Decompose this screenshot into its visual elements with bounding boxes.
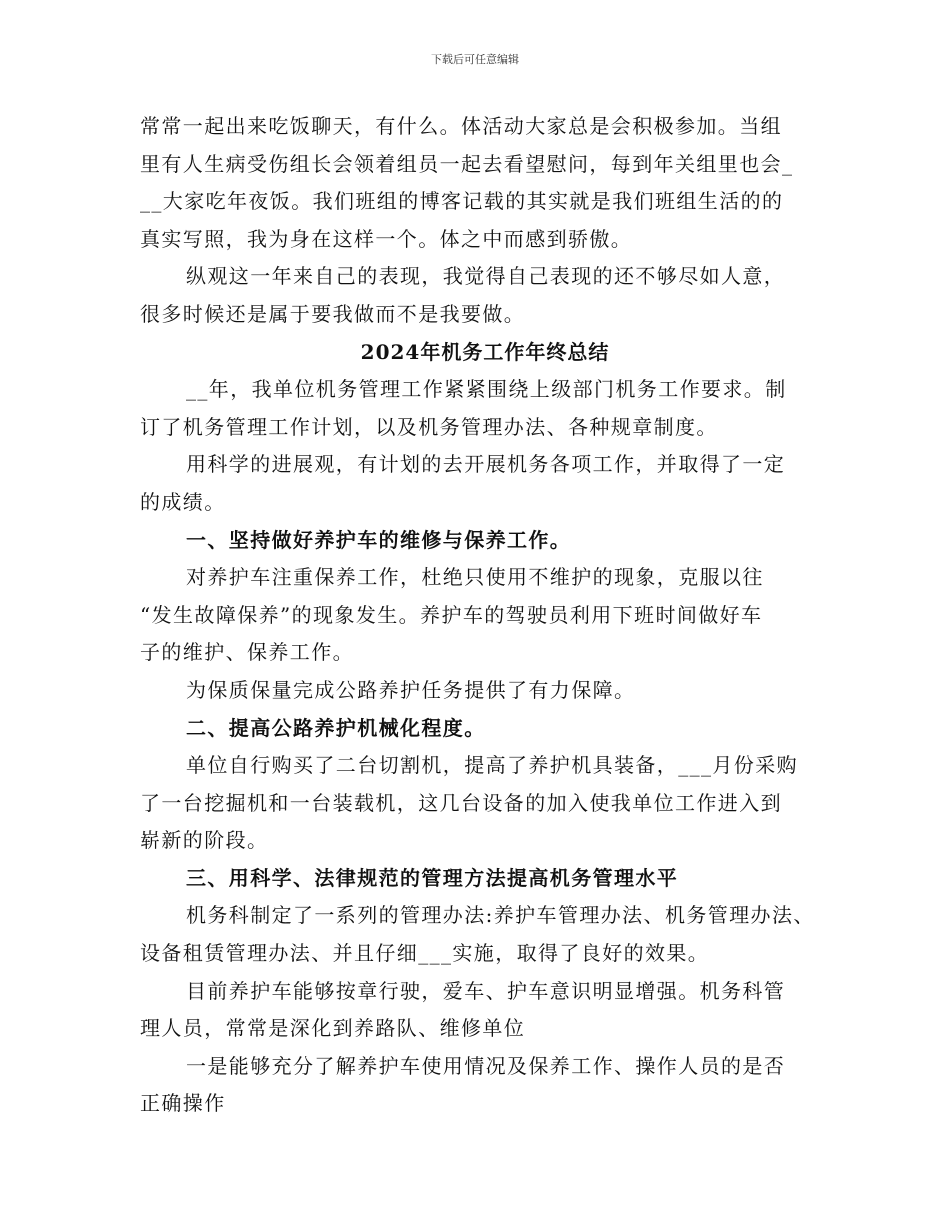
text-line: 里有人生病受伤组长会领着组员一起去看望慰问，每到年关组里也会_ [140, 151, 794, 176]
text-line: 设备租赁管理办法、并且仔细___实施，取得了良好的效果。 [140, 941, 710, 966]
text-line: 常常一起出来吃饭聊天，有什么。体活动大家总是会积极参加。当组 [140, 114, 782, 138]
text-line: 订了机务管理工作计划，以及机务管理办法、各种规章制度。 [140, 414, 718, 439]
text-line: 理人员，常常是深化到养路队、维修单位 [140, 1016, 526, 1041]
text-line: 了一台挖掘机和一台装载机，这几台设备的加入使我单位工作进入到 [140, 790, 782, 815]
paragraph [140, 973, 830, 1048]
text-line: 一、坚持做好养护车的维修与保养工作。 [186, 527, 572, 552]
paragraph [140, 897, 830, 972]
text-line: 一是能够充分了解养护车使用情况及保养工作、操作人员的是否 [186, 1053, 786, 1078]
paragraph [140, 559, 830, 672]
page-header: 下载后可任意编辑 [431, 53, 519, 66]
text-line: 用科学的进展观，有计划的去开展机务各项工作，并取得了一定 [186, 452, 786, 477]
text-line: 真实写照，我为身在这样一个。体之中而感到骄傲。 [140, 226, 633, 251]
paragraph [140, 446, 830, 521]
text-line: __大家吃年夜饭。我们班组的博客记载的其实就是我们班组生活的的 [140, 189, 784, 214]
text-line: 对养护车注重保养工作，杜绝只使用不维护的现象，克服以往 [186, 565, 764, 590]
text-line: 很多时候还是属于要我做而不是我要做。 [140, 301, 526, 326]
text-line: 机务科制定了一系列的管理办法:养护车管理办法、机务管理办法、 [186, 903, 815, 928]
paragraph [140, 108, 830, 258]
text-line: 子的维护、保养工作。 [140, 640, 354, 665]
paragraph [140, 371, 830, 446]
text-line: 2024年机务工作年终总结 [360, 339, 610, 364]
text-line: 纵观这一年来自己的表现，我觉得自己表现的还不够尽如人意， [186, 264, 786, 289]
text-line: 三、用科学、法律规范的管理方法提高机务管理水平 [186, 865, 679, 890]
text-line: __年，我单位机务管理工作紧紧围绕上级部门机务工作要求。制 [186, 377, 787, 402]
text-line: 崭新的阶段。 [140, 828, 269, 853]
text-line: 正确操作 [140, 1091, 226, 1116]
document-title [140, 334, 830, 372]
section-heading [140, 710, 830, 748]
section-heading [140, 860, 830, 898]
paragraph [140, 747, 830, 860]
text-line: 目前养护车能够按章行驶，爱车、护车意识明显增强。机务科管 [186, 978, 786, 1003]
paragraph [140, 672, 830, 710]
text-line: 为保质保量完成公路养护任务提供了有力保障。 [186, 677, 636, 702]
section-heading [140, 522, 830, 560]
paragraph [140, 1048, 830, 1123]
paragraph [140, 258, 830, 333]
text-line: “发生故障保养”的现象发生。养护车的驾驶员利用下班时间做好车 [140, 602, 763, 627]
text-line: 二、提高公路养护机械化程度。 [186, 715, 486, 740]
document-body [140, 108, 830, 1123]
text-line: 单位自行购买了二台切割机，提高了养护机具装备，___月份采购 [186, 753, 798, 778]
text-line: 的成绩。 [140, 489, 226, 514]
